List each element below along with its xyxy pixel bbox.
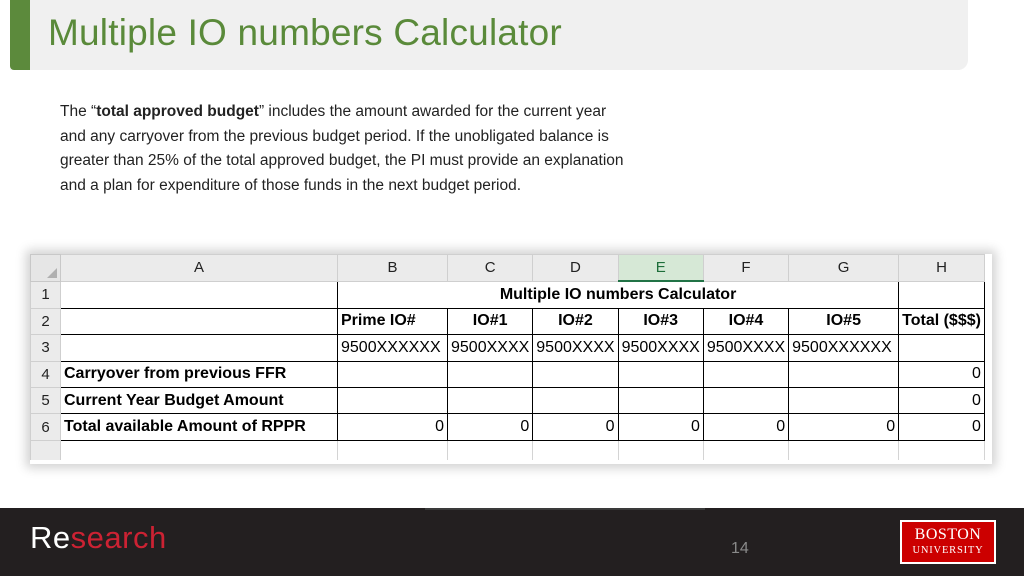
row-header: 3 bbox=[31, 335, 61, 361]
cell bbox=[61, 308, 338, 334]
value-cell bbox=[448, 387, 533, 413]
value-cell: 0 bbox=[338, 414, 448, 440]
row-label-cell: Total available Amount of RPPR bbox=[61, 414, 338, 440]
sheet-row-2 bbox=[31, 308, 985, 334]
cell bbox=[618, 440, 703, 460]
row-label-cell: Carryover from previous FFR bbox=[61, 361, 338, 387]
io-header-cell: IO#5 bbox=[789, 308, 899, 334]
cell bbox=[61, 335, 338, 361]
cell bbox=[899, 281, 985, 308]
total-header-cell: Total ($$$) bbox=[899, 308, 985, 334]
total-value-cell: 0 bbox=[899, 361, 985, 387]
research-brand bbox=[30, 520, 167, 556]
cell bbox=[61, 440, 338, 460]
value-cell bbox=[448, 361, 533, 387]
value-cell bbox=[703, 387, 788, 413]
value-cell bbox=[703, 361, 788, 387]
value-cell bbox=[338, 387, 448, 413]
cell bbox=[703, 440, 788, 460]
total-value-cell: 0 bbox=[899, 414, 985, 440]
value-cell bbox=[789, 361, 899, 387]
cell bbox=[448, 440, 533, 460]
io-number-cell: 9500XXXXXX bbox=[789, 335, 899, 361]
column-header-e: E bbox=[618, 255, 703, 282]
io-number-cell: 9500XXXX bbox=[703, 335, 788, 361]
cell bbox=[338, 440, 448, 460]
io-number-cell: 9500XXXX bbox=[618, 335, 703, 361]
row-header: 5 bbox=[31, 387, 61, 413]
boston-university-logo bbox=[900, 520, 996, 564]
cell bbox=[789, 440, 899, 460]
spreadsheet-screenshot bbox=[30, 254, 992, 460]
row-header: 2 bbox=[31, 308, 61, 334]
paragraph-rest: ” includes the amount awarded for the current year and any carryover from the previous budget period. If the unobligated balance is greater than 25% of the total approved budget, the PI must provide an explanation and a plan for expenditure of those funds in the next budget period. bbox=[60, 103, 624, 194]
value-cell bbox=[533, 387, 618, 413]
sheet-row-5 bbox=[31, 387, 985, 413]
io-header-cell: IO#4 bbox=[703, 308, 788, 334]
sheet-row-7-partial bbox=[31, 440, 985, 460]
footer-divider bbox=[425, 508, 705, 510]
value-cell: 0 bbox=[703, 414, 788, 440]
slide-title: Multiple IO numbers Calculator bbox=[48, 12, 562, 53]
page-number: 14 bbox=[731, 540, 749, 557]
logo-line-2: UNIVERSITY bbox=[912, 545, 984, 556]
cell bbox=[533, 440, 618, 460]
io-header-cell: IO#3 bbox=[618, 308, 703, 334]
column-header-c: C bbox=[448, 255, 533, 282]
brand-search: search bbox=[70, 520, 167, 555]
select-all-triangle-icon bbox=[47, 268, 57, 278]
value-cell bbox=[789, 387, 899, 413]
logo-line-1: BOSTON bbox=[914, 526, 982, 543]
io-header-cell: IO#1 bbox=[448, 308, 533, 334]
cell bbox=[61, 281, 338, 308]
column-header-d: D bbox=[533, 255, 618, 282]
sheet-row-4 bbox=[31, 361, 985, 387]
sheet-row-1 bbox=[31, 281, 985, 308]
value-cell: 0 bbox=[448, 414, 533, 440]
column-header-row bbox=[31, 255, 985, 282]
row-header bbox=[31, 440, 61, 460]
column-header-h: H bbox=[899, 255, 985, 282]
total-value-cell: 0 bbox=[899, 387, 985, 413]
sheet-row-6 bbox=[31, 414, 985, 440]
row-header: 4 bbox=[31, 361, 61, 387]
spreadsheet-table bbox=[30, 254, 985, 460]
paragraph-bold-term: total approved budget bbox=[96, 103, 259, 120]
column-header-a: A bbox=[61, 255, 338, 282]
cell bbox=[899, 335, 985, 361]
row-header: 1 bbox=[31, 281, 61, 308]
value-cell bbox=[533, 361, 618, 387]
io-header-cell: IO#2 bbox=[533, 308, 618, 334]
column-header-f: F bbox=[703, 255, 788, 282]
paragraph-open: The “ bbox=[60, 103, 97, 120]
cell bbox=[899, 440, 985, 460]
calculator-title-cell: Multiple IO numbers Calculator bbox=[338, 281, 899, 308]
body-paragraph bbox=[60, 100, 630, 198]
sheet-row-3 bbox=[31, 335, 985, 361]
value-cell: 0 bbox=[789, 414, 899, 440]
value-cell bbox=[618, 387, 703, 413]
column-header-b: B bbox=[338, 255, 448, 282]
value-cell: 0 bbox=[618, 414, 703, 440]
value-cell: 0 bbox=[533, 414, 618, 440]
io-number-cell: 9500XXXX bbox=[533, 335, 618, 361]
title-accent-bar bbox=[10, 0, 30, 70]
row-header: 6 bbox=[31, 414, 61, 440]
io-number-cell: 9500XXXXXX bbox=[338, 335, 448, 361]
value-cell bbox=[338, 361, 448, 387]
io-number-cell: 9500XXXX bbox=[448, 335, 533, 361]
row-label-cell: Current Year Budget Amount bbox=[61, 387, 338, 413]
brand-re: Re bbox=[30, 520, 71, 555]
io-header-cell: Prime IO# bbox=[338, 308, 448, 334]
value-cell bbox=[618, 361, 703, 387]
column-header-g: G bbox=[789, 255, 899, 282]
select-all-corner bbox=[31, 255, 61, 282]
